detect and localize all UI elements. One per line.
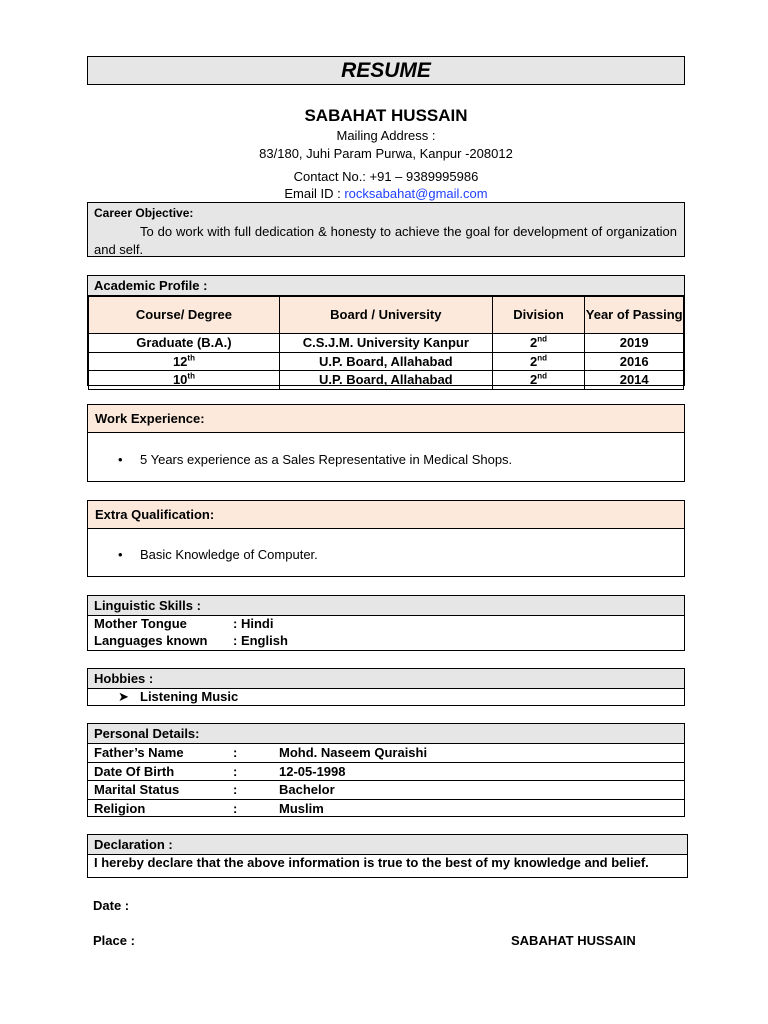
academic-header-row: [89, 297, 684, 334]
table-row: [88, 780, 684, 799]
languages-known-key: Languages known: [94, 633, 208, 648]
contact-number: Contact No.: +91 – 9389995986: [293, 169, 479, 184]
table-row: [88, 762, 684, 781]
fathers-name-key: Father’s Name: [94, 745, 184, 760]
hobby-text: Listening Music: [140, 689, 239, 704]
academic-profile-section: [87, 275, 685, 386]
list-item: [118, 452, 512, 467]
course-value: 10: [172, 372, 188, 388]
extra-item-text: Basic Knowledge of Computer.: [140, 547, 318, 562]
languages-known-value: : English: [233, 633, 288, 648]
division-suffix: nd: [537, 371, 548, 381]
board-cell: U.P. Board, Allahabad: [279, 352, 492, 371]
bullet-icon: •: [118, 547, 123, 562]
separator: :: [233, 782, 238, 797]
languages-known-row: [94, 633, 288, 648]
separator: :: [233, 763, 238, 779]
mother-tongue-key: Mother Tongue: [94, 616, 187, 631]
course-cell: [89, 334, 280, 353]
arrow-bullet-icon: ➤: [118, 689, 129, 704]
career-objective-label: Career Objective:: [94, 206, 194, 220]
course-cell: [89, 371, 280, 390]
separator: :: [233, 745, 238, 760]
resume-title: RESUME: [87, 56, 685, 85]
mother-tongue-value: : Hindi: [233, 616, 274, 631]
table-row: [89, 352, 684, 371]
list-item: [118, 547, 318, 562]
declaration-text: I hereby declare that the above information is true to the best of my knowledge and belief.: [94, 855, 649, 870]
division-value: 2: [530, 353, 538, 369]
table-row: [89, 371, 684, 390]
division-suffix: nd: [537, 334, 548, 344]
course-suffix: th: [187, 371, 195, 381]
personal-details-section: [87, 723, 685, 817]
col-header-course: Course/ Degree: [89, 297, 280, 334]
hobbies-section: [87, 668, 685, 706]
email-label: Email ID :: [284, 186, 345, 201]
place-label: Place :: [93, 933, 135, 948]
course-cell: [89, 352, 280, 371]
separator: :: [233, 800, 238, 816]
declaration-label: Declaration :: [88, 835, 687, 855]
board-cell: U.P. Board, Allahabad: [279, 371, 492, 390]
division-cell: [492, 334, 585, 353]
work-item-text: 5 Years experience as a Sales Representative in Medical Shops.: [140, 452, 513, 467]
linguistic-skills-label: Linguistic Skills :: [88, 596, 684, 616]
col-header-board: Board / University: [279, 297, 492, 334]
table-row: [88, 743, 684, 762]
work-experience-label: Work Experience:: [88, 405, 684, 433]
mother-tongue-row: [94, 616, 273, 631]
col-header-division: Division: [492, 297, 585, 334]
work-experience-section: [87, 404, 685, 482]
course-suffix: th: [187, 353, 195, 363]
mailing-address-label: Mailing Address :: [336, 128, 436, 143]
division-cell: [492, 371, 585, 390]
board-cell: C.S.J.M. University Kanpur: [279, 334, 492, 353]
email-line: [87, 186, 685, 201]
date-of-birth-key: Date Of Birth: [94, 763, 175, 779]
extra-qualification-label: Extra Qualification:: [88, 501, 684, 529]
date-label: Date :: [93, 898, 130, 913]
hobbies-label: Hobbies :: [88, 669, 684, 689]
division-value: 2: [530, 372, 538, 388]
marital-status-value: Bachelor: [279, 782, 335, 797]
list-item: [118, 689, 238, 705]
division-suffix: nd: [537, 353, 548, 363]
division-cell: [492, 352, 585, 371]
religion-value: Muslim: [279, 800, 324, 816]
fathers-name-value: Mohd. Naseem Quraishi: [279, 745, 428, 760]
year-cell: 2016: [585, 352, 684, 371]
mailing-address: 83/180, Juhi Param Purwa, Kanpur -208012: [259, 146, 513, 161]
col-header-year: Year of Passing: [585, 297, 684, 334]
academic-profile-label: Academic Profile :: [88, 276, 684, 296]
career-objective-text: To do work with full dedication & honesty to achieve the goal for development of organization and self.: [94, 224, 677, 257]
career-objective-section: [87, 202, 685, 257]
linguistic-skills-section: [87, 595, 685, 651]
year-cell: 2014: [585, 371, 684, 390]
personal-details-label: Personal Details:: [88, 724, 684, 743]
course-value: 12: [172, 353, 188, 369]
signature-name: SABAHAT HUSSAIN: [511, 933, 636, 948]
declaration-section: [87, 834, 688, 878]
table-row: [88, 799, 684, 818]
year-cell: 2019: [585, 334, 684, 353]
table-row: [89, 334, 684, 353]
candidate-name: SABAHAT HUSSAIN: [304, 106, 468, 125]
course-value: Graduate (B.A.): [136, 335, 232, 351]
division-value: 2: [530, 335, 538, 351]
religion-key: Religion: [94, 800, 146, 816]
extra-qualification-section: [87, 500, 685, 577]
bullet-icon: •: [118, 452, 123, 467]
email-link[interactable]: rocksabahat@gmail.com: [344, 186, 488, 201]
marital-status-key: Marital Status: [94, 782, 180, 797]
academic-table: [88, 296, 684, 390]
date-of-birth-value: 12-05-1998: [279, 763, 346, 779]
